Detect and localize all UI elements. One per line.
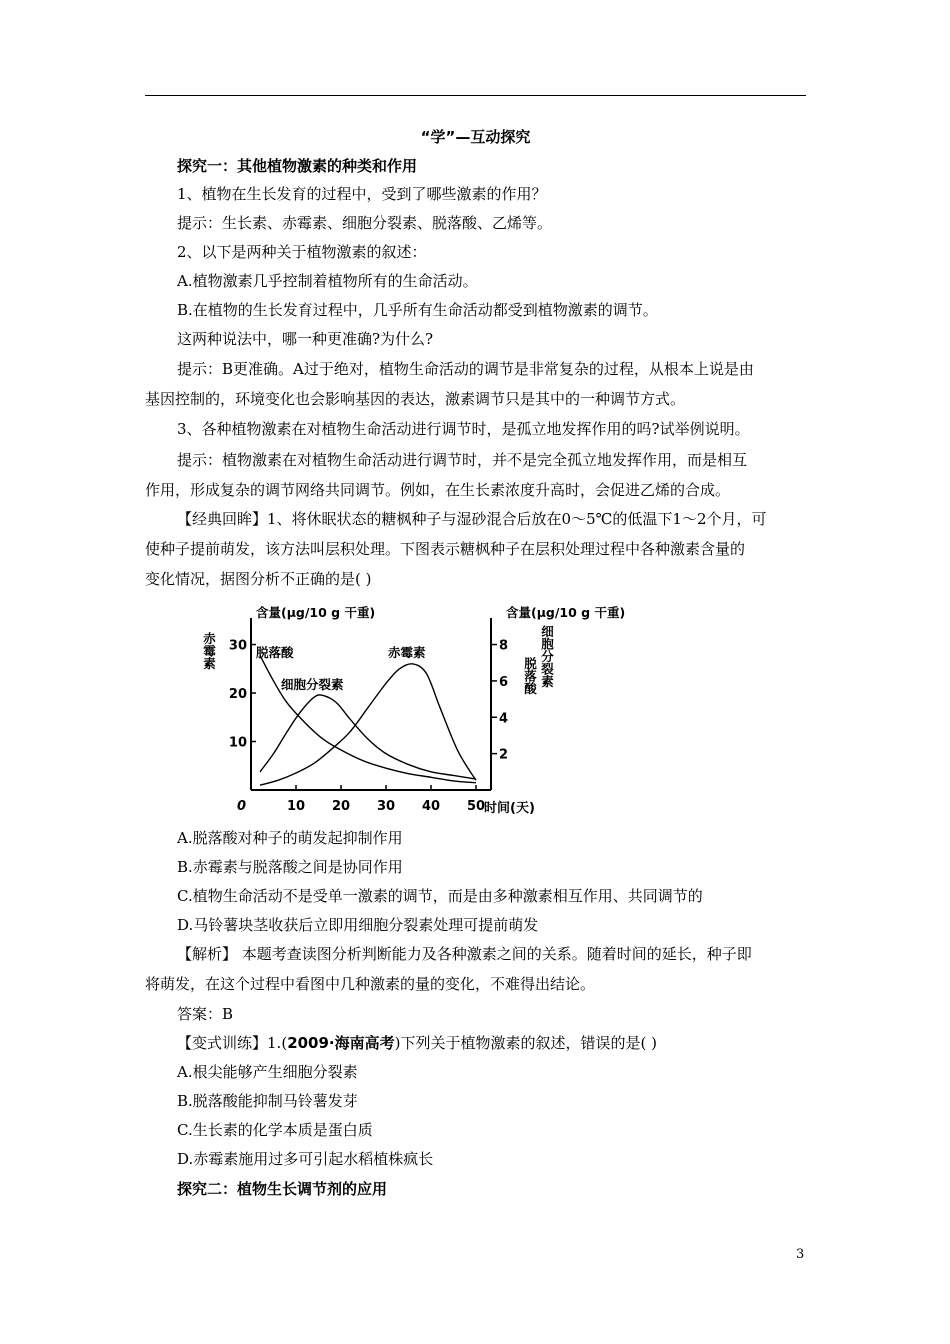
right-axis-side-label-1: 细胞分裂素 — [539, 625, 555, 688]
x-tick-label: 0 — [237, 799, 247, 814]
section1-title: 探究一：其他植物激素的种类和作用 — [177, 157, 418, 175]
example-tag: 【经典回眸】 — [177, 510, 268, 528]
chart-ticks — [229, 639, 508, 814]
variant-option-c: C.生长素的化学本质是蛋白质 — [177, 1121, 373, 1139]
x-tick-label: 50 — [466, 799, 486, 814]
question-2: 2、以下是两种关于植物激素的叙述： — [177, 243, 427, 261]
variant-option-d: D.赤霉素施用过多可引起水稻植株疯长 — [177, 1150, 434, 1168]
option-c: C.植物生命活动不是受单一激素的调节，而是由多种激素相互作用、共同调节的 — [177, 887, 703, 905]
option-a: A.脱落酸对种子的萌发起抑制作用 — [177, 829, 403, 847]
variant-option-a: A.根尖能够产生细胞分裂素 — [177, 1063, 358, 1081]
statement-a: A.植物激素几乎控制着植物所有的生命活动。 — [177, 272, 478, 290]
option-d: D.马铃薯块茎收获后立即用细胞分裂素处理可提前萌发 — [177, 916, 539, 934]
right-axis-title: 含量(μg/10 g 干重) — [506, 605, 626, 620]
right-tick-label: 2 — [499, 747, 509, 763]
section2-title: 探究二：植物生长调节剂的应用 — [177, 1180, 388, 1198]
page-heading: “学”—互动探究 — [420, 128, 531, 146]
option-b: B.赤霉素与脱落酸之间是协同作用 — [177, 858, 403, 876]
question-2-ask: 这两种说法中，哪一种更准确?为什么? — [177, 330, 434, 348]
x-tick-label: 20 — [331, 799, 351, 814]
left-axis-title: 含量(μg/10 g 干重) — [256, 605, 376, 620]
series-label-abscisic: 脱落酸 — [256, 645, 294, 660]
hint-1: 提示：生长素、赤霉素、细胞分裂素、脱落酸、乙烯等。 — [177, 214, 553, 232]
variant-question: 【变式训练】1.(2009·海南高考)下列关于植物激素的叙述，错误的是( ) — [177, 1034, 657, 1052]
chart-curves — [260, 655, 476, 785]
abscisic-acid-curve — [260, 655, 476, 782]
hormone-chart — [196, 600, 626, 822]
right-tick-label: 6 — [499, 674, 509, 690]
left-tick-label: 10 — [228, 735, 247, 751]
x-tick-label: 40 — [421, 799, 441, 814]
variant-tag: 【变式训练】 — [177, 1034, 268, 1052]
hint-3-line2: 作用，形成复杂的调节网络共同调节。例如，在生长素浓度升高时，会促进乙烯的合成。 — [145, 481, 731, 499]
x-axis-label: 时间(天) — [484, 801, 535, 816]
right-axis-side-label-2: 脱落酸 — [522, 657, 538, 695]
page-number: 3 — [796, 1247, 805, 1262]
example-1-line3: 变化情况，据图分析不正确的是( ) — [145, 570, 372, 588]
series-label-gibberellin: 赤霉素 — [388, 645, 426, 660]
question-1: 1、植物在生长发育的过程中，受到了哪些激素的作用？ — [177, 185, 547, 203]
hint-2-line2: 基因控制的，环境变化也会影响基因的表达，激素调节只是其中的一种调节方式。 — [145, 390, 686, 408]
series-label-cytokinin: 细胞分裂素 — [281, 677, 344, 692]
variant-source: 2009·海南高考 — [287, 1034, 395, 1052]
right-tick-label: 8 — [499, 638, 509, 654]
example-1-line2: 使种子提前萌发，该方法叫层积处理。下图表示糖枫种子在层积处理过程中各种激素含量的 — [145, 540, 746, 558]
left-tick-label: 20 — [228, 687, 247, 703]
variant-option-b: B.脱落酸能抑制马铃薯发芽 — [177, 1092, 358, 1110]
answer: 答案：B — [177, 1005, 234, 1023]
left-axis-side-label: 赤霉素 — [201, 632, 217, 670]
analysis-tag: 【解析】 — [177, 945, 238, 963]
header-rule — [145, 95, 806, 96]
analysis-line2: 将萌发，在这个过程中看图中几种激素的量的变化，不难得出结论。 — [145, 975, 596, 993]
question-3: 3、各种植物激素在对植物生命活动进行调节时，是孤立地发挥作用的吗?试举例说明。 — [177, 420, 750, 438]
right-tick-label: 4 — [499, 711, 509, 727]
hint-3-line1: 提示：植物激素在对植物生命活动进行调节时，并不是完全孤立地发挥作用，而是相互 — [177, 451, 748, 469]
x-tick-label: 30 — [376, 799, 396, 814]
analysis-line1: 【解析】 本题考查读图分析判断能力及各种激素之间的关系。随着时间的延长，种子即 — [177, 945, 752, 963]
left-tick-label: 30 — [228, 638, 247, 654]
hint-2-line1: 提示：B更准确。A过于绝对，植物生命活动的调节是非常复杂的过程，从根本上说是由 — [177, 360, 754, 378]
statement-b: B.在植物的生长发育过程中，几乎所有生命活动都受到植物激素的调节。 — [177, 301, 658, 319]
example-1-line1: 【经典回眸】1、将休眠状态的糖枫种子与湿砂混合后放在0～5℃的低温下1～2个月，可 — [177, 510, 767, 528]
x-tick-label: 10 — [286, 799, 306, 814]
